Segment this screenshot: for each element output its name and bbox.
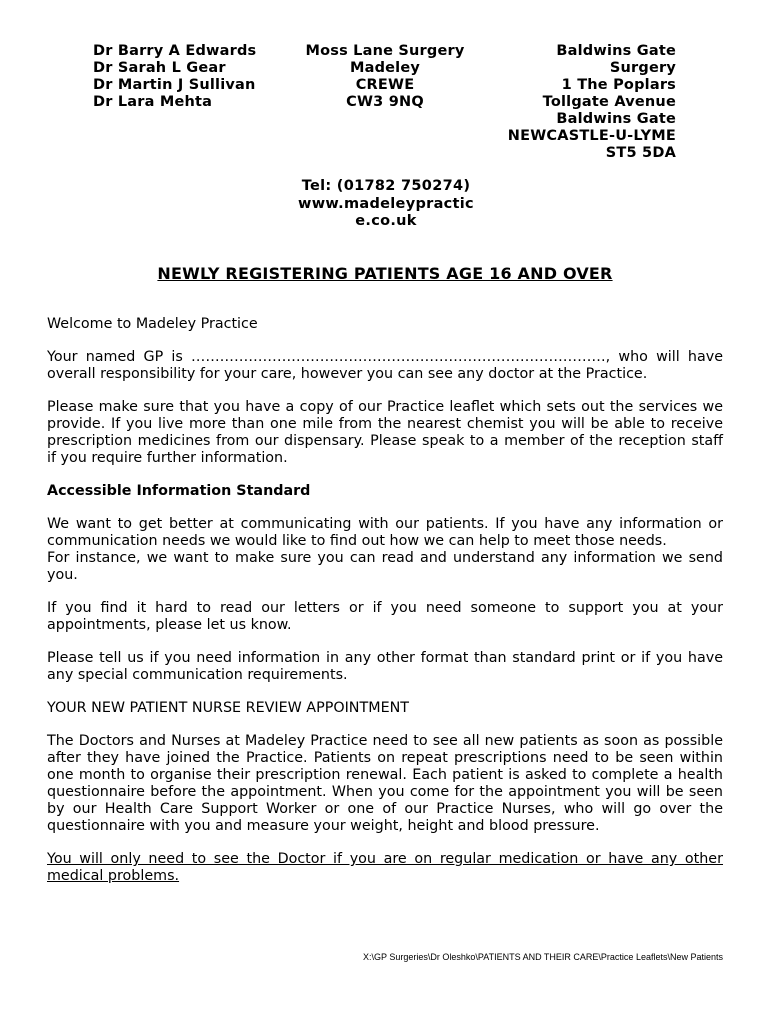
address-line: ST5 5DA [605,145,676,161]
address-line: NEWCASTLE-U-LYME [507,128,676,144]
address-line: Tollgate Avenue [542,94,676,110]
ais-paragraph-1: We want to get better at communicating with our patients. If you have any information or communication needs we would like to find out how we can help to meet those needs. [47,516,723,549]
doctor-name: Dr Martin J Sullivan [93,77,256,93]
address-line: Moss Lane Surgery [305,43,465,59]
ais-heading: Accessible Information Standard [47,483,311,499]
file-path-footer: X:\GP Surgeries\Dr Oleshko\PATIENTS AND THEIR CARE\Practice Leaflets\New Patients [363,952,723,962]
document-body [47,316,723,885]
welcome-text: Welcome to Madeley Practice [47,316,258,332]
address-line: Baldwins Gate [556,111,676,127]
doctor-name: Dr Sarah L Gear [93,60,226,76]
moss-lane-address [295,43,475,111]
address-line: Madeley [349,60,421,76]
page-title: NEWLY REGISTERING PATIENTS AGE 16 AND OVER [157,264,613,283]
ais-paragraph-2: For instance, we want to make sure you can read and understand any information we send you. [47,550,723,583]
address-line: CREWE [355,77,415,93]
contact-block [290,178,482,231]
doctor-name: Dr Lara Mehta [93,94,213,110]
nurse-review-heading: YOUR NEW PATIENT NURSE REVIEW APPOINTMENT [47,700,410,716]
doctor-note: You will only need to see the Doctor if you are on regular medication or have any other medical problems. [47,851,723,884]
address-line: Surgery [609,60,676,76]
named-gp-paragraph: Your named GP is ……………………………………………………………………………, who will have overall responsibility for your care, however you can see any doctor at the Practice. [47,349,723,382]
website-line-2: e.co.uk [355,213,417,229]
ais-paragraph-3: If you find it hard to read our letters or if you need someone to support you at your appointments, please let us know. [47,600,723,633]
address-line: Baldwins Gate [556,43,676,59]
website-line-1: www.madeleypractic [298,195,474,212]
doctors-list [93,43,256,111]
baldwins-gate-address [508,43,676,162]
telephone: Tel: (01782 750274) [301,178,471,194]
address-line: 1 The Poplars [561,77,676,93]
doctor-name: Dr Barry A Edwards [93,43,257,59]
nurse-review-paragraph: The Doctors and Nurses at Madeley Practice need to see all new patients as soon as possible after they have joined the Practice. Patients on repeat prescriptions need to be seen within one month to organise their prescription renewal. Each patient is asked to complete a health questionnaire before the appointment. When you come for the appointment you will be seen by our Health Care Support Worker or one of our Practice Nurses, who will go over the questionnaire with you and measure your weight, height and blood pressure. [47,733,723,834]
leaflet-paragraph: Please make sure that you have a copy of our Practice leaflet which sets out the services we provide. If you live more than one mile from the nearest chemist you will be able to receive prescription medicines from our dispensary. Please speak to a member of the reception staff if you require further information. [47,399,723,466]
ais-paragraph-4: Please tell us if you need information in any other format than standard print or if you have any special communication requirements. [47,650,723,683]
address-line: CW3 9NQ [346,94,424,110]
